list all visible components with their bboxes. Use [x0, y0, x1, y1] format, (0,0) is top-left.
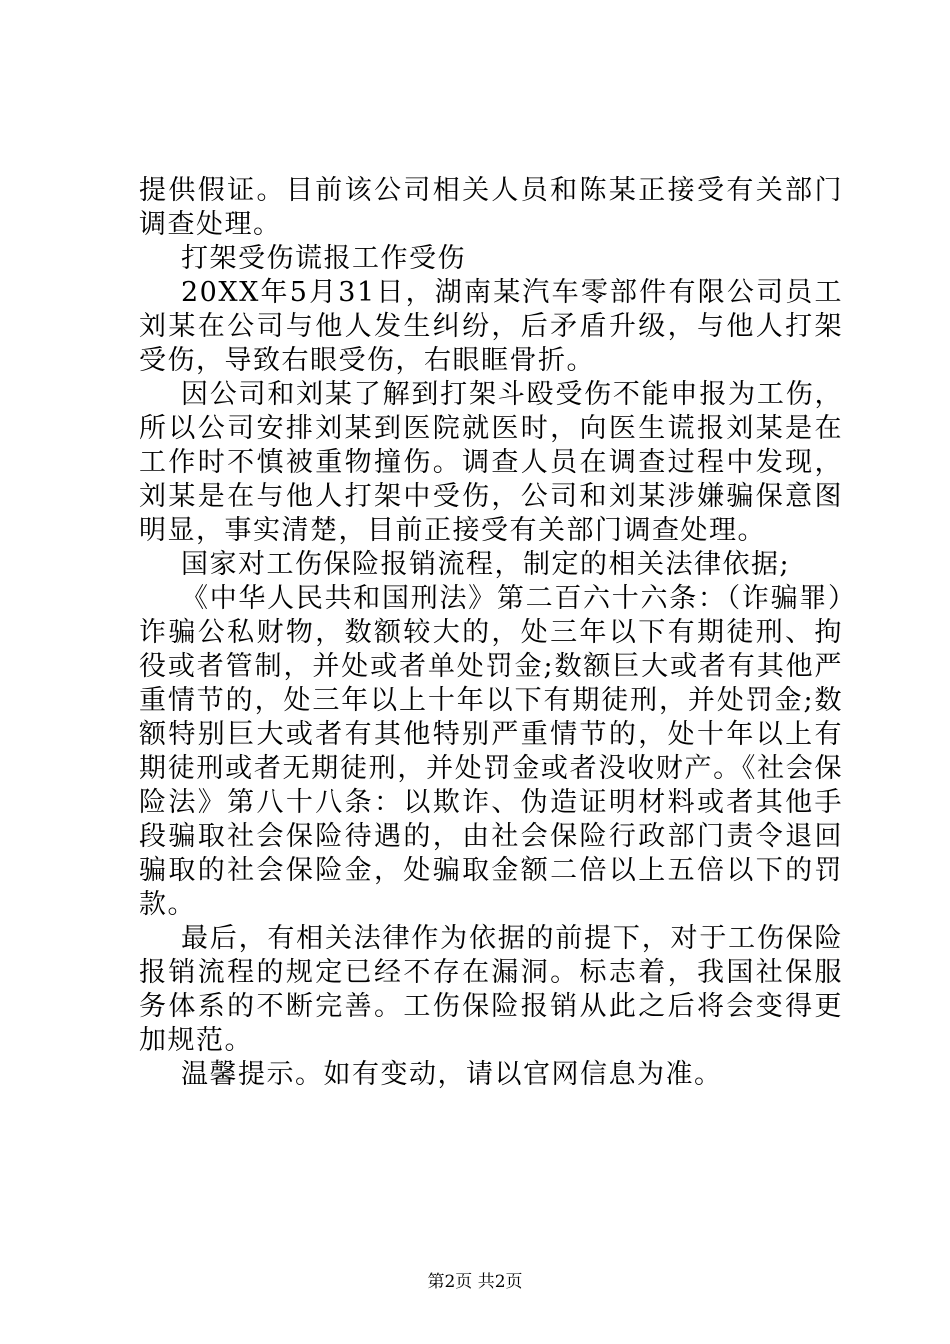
page-number-footer: 第2页 共2页 — [427, 1272, 523, 1292]
document-body — [139, 174, 843, 1092]
paragraph-case-description: 20XX年5月31日，湖南某汽车零部件有限公司员工刘某在公司与他人发生纠纷，后矛盾升级，与他人打架受伤，导致右眼受伤，右眼眶骨折。 — [139, 277, 843, 376]
paragraph-legal-articles: 《中华人民共和国刑法》第二百六十六条：（诈骗罪）诈骗公私财物，数额较大的，处三年以下有期徒刑、拘役或者管制，并处或者单处罚金;数额巨大或者有其他严重情节的，处三年以上十年以下有期徒刑，并处罚金;数额特别巨大或者有其他特别严重情节的，处十年以上有期徒刑或者无期徒刑，并处罚金或者没收财产。《社会保险法》第八十八条：以欺诈、伪造证明材料或者其他手段骗取社会保险待遇的，由社会保险行政部门责令退回骗取的社会保险金，处骗取金额二倍以上五倍以下的罚款。 — [139, 583, 843, 920]
paragraph-continuation: 提供假证。目前该公司相关人员和陈某正接受有关部门调查处理。 — [139, 175, 843, 240]
paragraph-reminder: 温馨提示。如有变动，请以官网信息为准。 — [181, 1059, 723, 1090]
paragraph-investigation: 因公司和刘某了解到打架斗殴受伤不能申报为工伤，所以公司安排刘某到医院就医时，向医生谎报刘某是在工作时不慎被重物撞伤。调查人员在调查过程中发现，刘某是在与他人打架中受伤，公司和刘某涉嫌骗保意图明显，事实清楚，目前正接受有关部门调查处理。 — [139, 379, 843, 546]
section-heading: 打架受伤谎报工作受伤 — [181, 243, 466, 274]
paragraph-conclusion: 最后，有相关法律作为依据的前提下，对于工伤保险报销流程的规定已经不存在漏洞。标志着，我国社保服务体系的不断完善。工伤保险报销从此之后将会变得更加规范。 — [139, 923, 843, 1056]
paragraph-legal-basis-intro: 国家对工伤保险报销流程，制定的相关法律依据; — [181, 549, 791, 580]
